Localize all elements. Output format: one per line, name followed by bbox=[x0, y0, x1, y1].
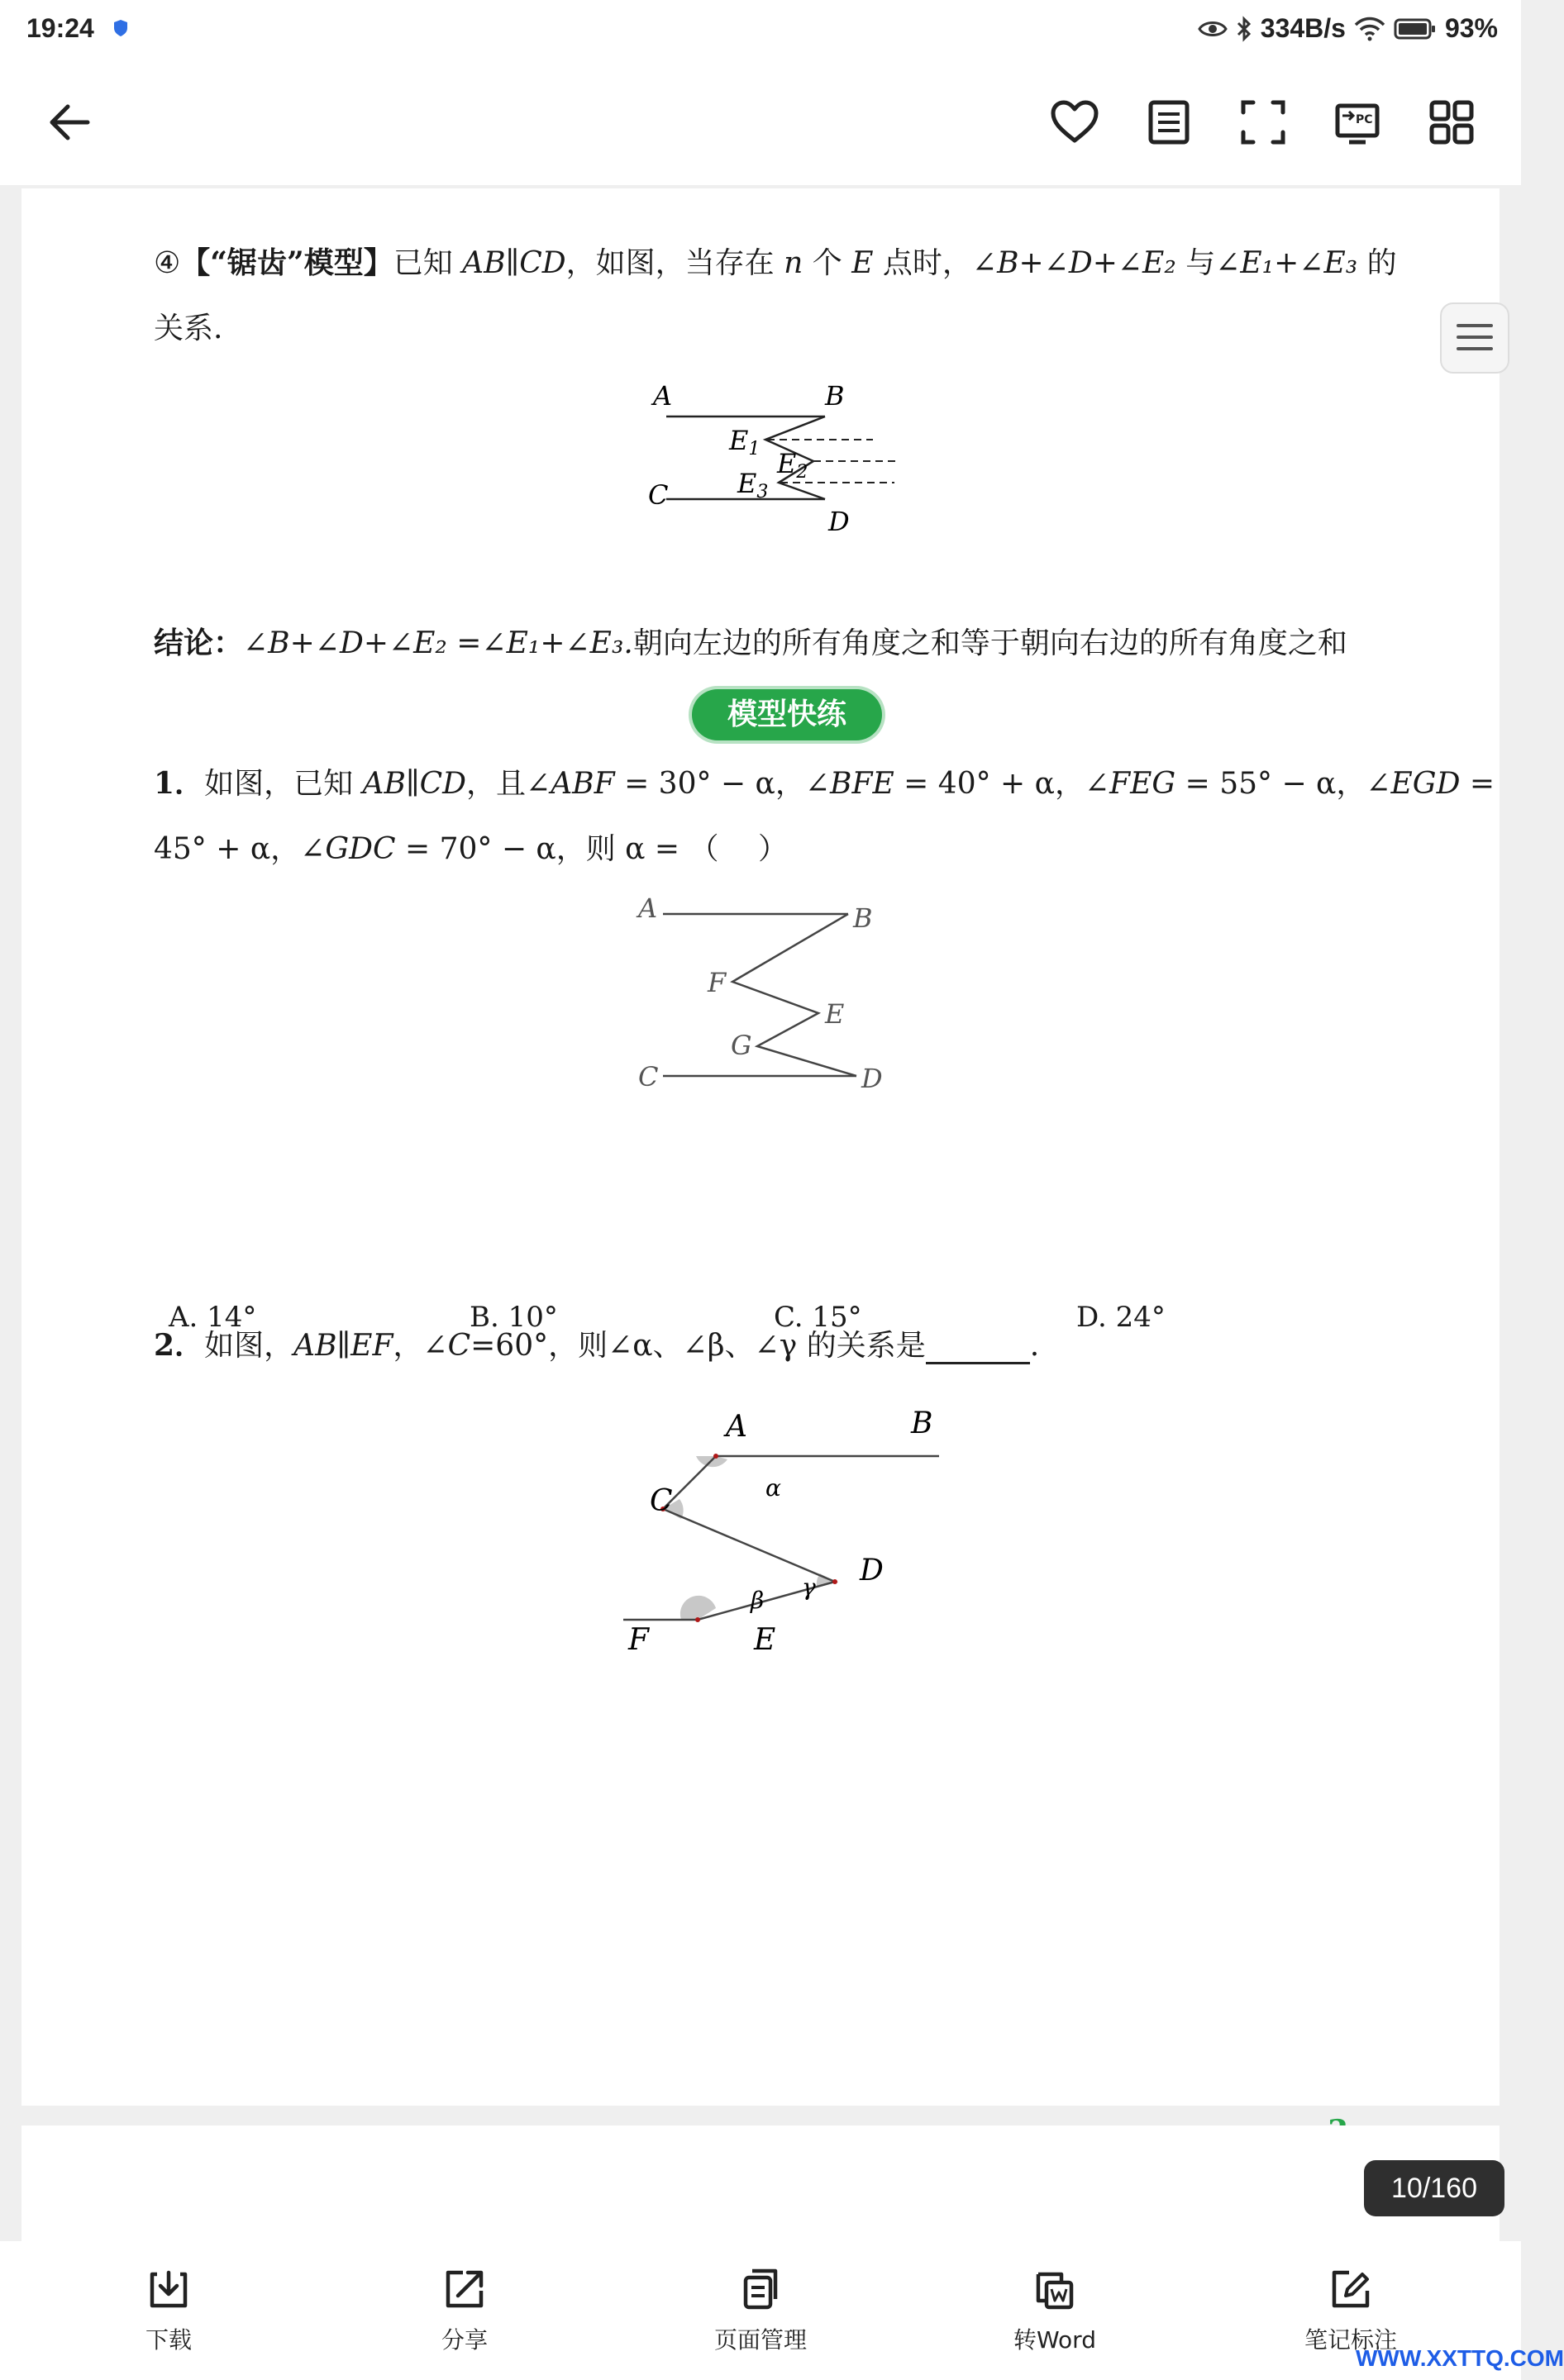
label-a: A bbox=[653, 380, 673, 412]
label-b: B bbox=[853, 902, 873, 934]
eye-icon bbox=[1198, 19, 1228, 39]
fullscreen-icon[interactable] bbox=[1237, 96, 1290, 149]
share-button[interactable]: 分享 bbox=[382, 2266, 547, 2355]
label-c: C bbox=[638, 1061, 659, 1092]
choice-b: B. 10° bbox=[470, 1301, 558, 1334]
convert-word-button[interactable]: 转Word bbox=[972, 2266, 1137, 2355]
answer-blank bbox=[926, 1332, 1030, 1364]
status-bar bbox=[0, 0, 1521, 60]
label-e2: E2 bbox=[777, 448, 808, 483]
grid-icon[interactable] bbox=[1425, 96, 1478, 149]
label-a: A bbox=[726, 1410, 747, 1444]
label-e1: E1 bbox=[729, 425, 761, 459]
back-arrow-icon[interactable] bbox=[43, 96, 96, 149]
choice-d: D. 24° bbox=[1076, 1301, 1166, 1334]
heart-icon[interactable] bbox=[1048, 96, 1101, 149]
status-time: 19:24 bbox=[26, 13, 94, 43]
model4-line2: 关系. bbox=[154, 312, 223, 345]
label-b: B bbox=[825, 380, 845, 412]
conclusion-line: 结论：∠B+∠D+∠E₂ =∠E₁+∠E₃.朝向左边的所有角度之和等于朝向右边的所有角度之和 bbox=[154, 626, 1347, 660]
point-e bbox=[695, 1617, 700, 1622]
model4-line1: ④【“锯齿”模型】已知 AB∥CD，如图，当存在 n 个 E 点时，∠B+∠D+∠E₂ 与∠E₁+∠E₃ 的 bbox=[154, 245, 1397, 280]
label-beta: β bbox=[751, 1587, 765, 1614]
note-edit-icon bbox=[1328, 2266, 1374, 2312]
bottom-action-bar bbox=[0, 2241, 1521, 2380]
model-practice-badge: 模型快练 bbox=[692, 689, 882, 740]
list-icon[interactable] bbox=[1142, 96, 1195, 149]
page-manage-icon bbox=[737, 2266, 784, 2312]
label-d: D bbox=[828, 506, 850, 537]
q2-figure bbox=[584, 1403, 964, 1676]
page-manage-button[interactable]: 页面管理 bbox=[678, 2266, 843, 2355]
label-f: F bbox=[708, 967, 727, 998]
bluetooth-icon bbox=[1236, 17, 1252, 41]
choice-a: A. 14° bbox=[169, 1301, 257, 1334]
toc-menu-button[interactable] bbox=[1440, 302, 1509, 374]
choice-c: C. 15° bbox=[774, 1301, 862, 1334]
site-watermark: WWW.XXTTQ.COM bbox=[1356, 2345, 1564, 2371]
shield-icon bbox=[114, 20, 127, 36]
menu-lines-icon bbox=[1457, 321, 1493, 354]
label-c: C bbox=[648, 479, 669, 511]
network-speed: 334B/s bbox=[1260, 13, 1346, 43]
cast-to-pc-icon[interactable] bbox=[1331, 96, 1384, 149]
point-d bbox=[832, 1579, 837, 1584]
label-e: E bbox=[754, 1623, 776, 1657]
label-c: C bbox=[650, 1484, 673, 1518]
wifi-icon bbox=[1354, 17, 1385, 41]
download-button[interactable]: 下载 bbox=[86, 2266, 251, 2355]
note-annotate-button[interactable]: 笔记标注 bbox=[1268, 2266, 1433, 2355]
sawtooth-figure bbox=[617, 375, 947, 598]
q1-figure bbox=[617, 881, 947, 1129]
battery-icon bbox=[1394, 17, 1437, 40]
svg-text:PC: PC bbox=[1356, 113, 1373, 126]
label-b: B bbox=[911, 1407, 933, 1440]
label-alpha: α bbox=[765, 1474, 781, 1502]
label-f: F bbox=[628, 1623, 649, 1657]
q2-line: 2．如图，AB∥EF，∠C=60°，则∠α、∠β、∠γ 的关系是 . bbox=[154, 1328, 1040, 1363]
document-page bbox=[21, 188, 1500, 2106]
label-gamma: γ bbox=[802, 1573, 816, 1601]
q1-line1: 1．如图，已知 AB∥CD，且∠ABF = 30° − α，∠BFE = 40° + α，∠FEG = 55° − α，∠EGD = bbox=[154, 766, 1495, 801]
top-toolbar bbox=[0, 60, 1521, 185]
label-e3: E3 bbox=[737, 468, 769, 502]
page-indicator: 10/160 bbox=[1364, 2160, 1504, 2216]
word-convert-icon bbox=[1032, 2266, 1078, 2312]
label-d: D bbox=[860, 1554, 884, 1587]
label-a: A bbox=[638, 892, 658, 924]
battery-percent: 93% bbox=[1444, 13, 1498, 43]
download-icon bbox=[145, 2266, 192, 2312]
q1-line2: 45° + α，∠GDC = 70° − α，则 α = （ ） bbox=[154, 832, 788, 866]
share-icon bbox=[441, 2266, 488, 2312]
label-d: D bbox=[861, 1063, 883, 1094]
label-e: E bbox=[825, 998, 845, 1030]
point-a bbox=[713, 1454, 718, 1459]
label-g: G bbox=[731, 1030, 752, 1061]
